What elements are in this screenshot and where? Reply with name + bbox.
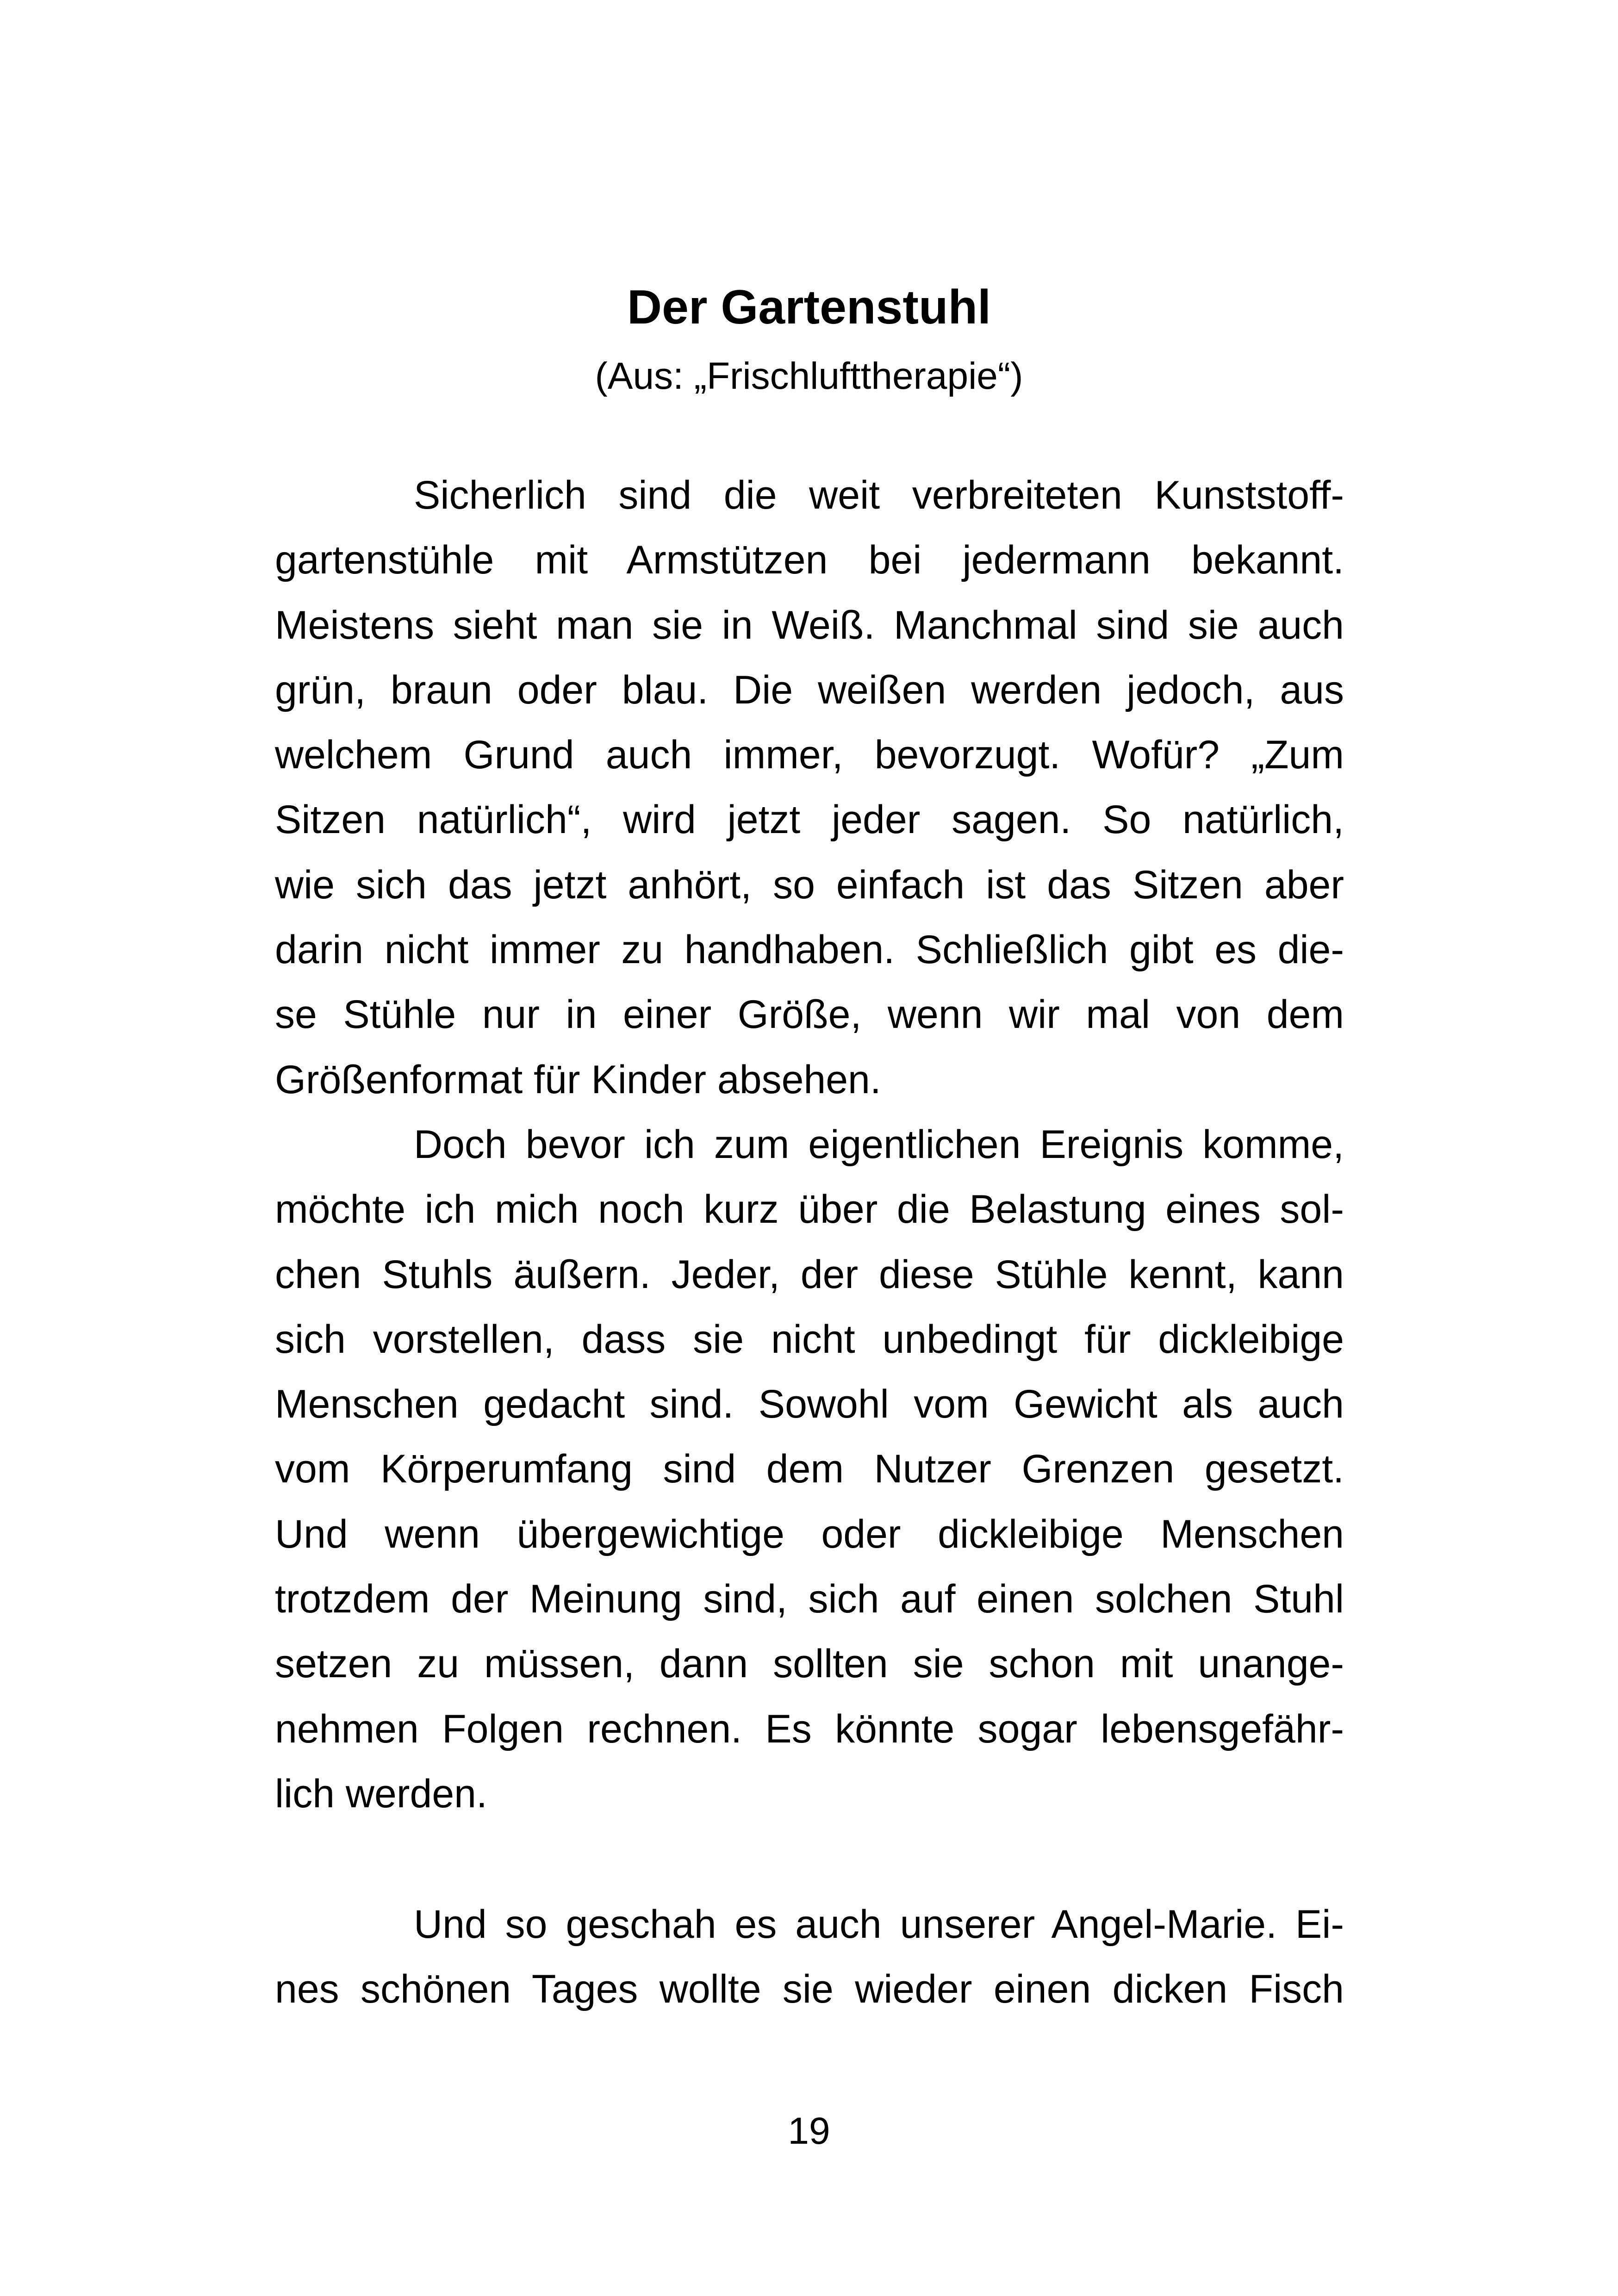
text-line: nehmen Folgen rechnen. Es könnte sogar lebensgefähr- — [275, 1706, 1344, 1751]
text-line: chen Stuhls äußern. Jeder, der diese Stühle kennt, kann — [275, 1252, 1344, 1297]
text-line: Doch bevor ich zum eigentlichen Ereignis komme, — [414, 1122, 1344, 1167]
text-line: darin nicht immer zu handhaben. Schließlich gibt es die- — [275, 927, 1344, 972]
text-line: Menschen gedacht sind. Sowohl vom Gewicht als auch — [275, 1382, 1344, 1427]
page-number: 19 — [788, 2110, 830, 2152]
text-line: wie sich das jetzt anhört, so einfach ist das Sitzen aber — [275, 862, 1344, 907]
text-line: se Stühle nur in einer Größe, wenn wir mal von dem — [275, 992, 1344, 1037]
text-line: lich werden. — [275, 1771, 487, 1816]
text-line: gartenstühle mit Armstützen bei jedermann bekannt. — [275, 538, 1344, 583]
text-line: Sicherlich sind die weit verbreiteten Kunststoff- — [414, 473, 1344, 517]
text-line: Und wenn übergewichtige oder dickleibige Menschen — [275, 1512, 1344, 1556]
text-line: vom Körperumfang sind dem Nutzer Grenzen gesetzt. — [275, 1447, 1344, 1492]
paragraph-2 — [275, 1112, 1344, 1826]
text-line: Meistens sieht man sie in Weiß. Manchmal sind sie auch — [275, 603, 1344, 647]
text-line: nes schönen Tages wollte sie wieder einen dicken Fisch — [275, 1967, 1344, 2012]
paragraph-3 — [275, 1892, 1344, 2022]
text-line: Und so geschah es auch unserer Angel-Marie. Ei- — [414, 1902, 1344, 1947]
chapter-title: Der Gartenstuhl — [627, 280, 991, 334]
chapter-source-subtitle: (Aus: „Frischlufttherapie“) — [595, 355, 1023, 397]
text-line: Größenformat für Kinder absehen. — [275, 1057, 881, 1102]
text-line: möchte ich mich noch kurz über die Belastung eines sol- — [275, 1187, 1344, 1232]
text-line: Sitzen natürlich“, wird jetzt jeder sagen. So natürlich, — [275, 797, 1344, 842]
text-line: welchem Grund auch immer, bevorzugt. Wofür? „Zum — [275, 733, 1344, 778]
text-line: setzen zu müssen, dann sollten sie schon mit unange- — [275, 1642, 1344, 1686]
text-line: grün, braun oder blau. Die weißen werden jedoch, aus — [275, 667, 1344, 712]
paragraph-1 — [275, 463, 1344, 1112]
text-line: sich vorstellen, dass sie nicht unbedingt für dickleibige — [275, 1317, 1344, 1362]
text-line: trotzdem der Meinung sind, sich auf einen solchen Stuhl — [275, 1577, 1344, 1622]
